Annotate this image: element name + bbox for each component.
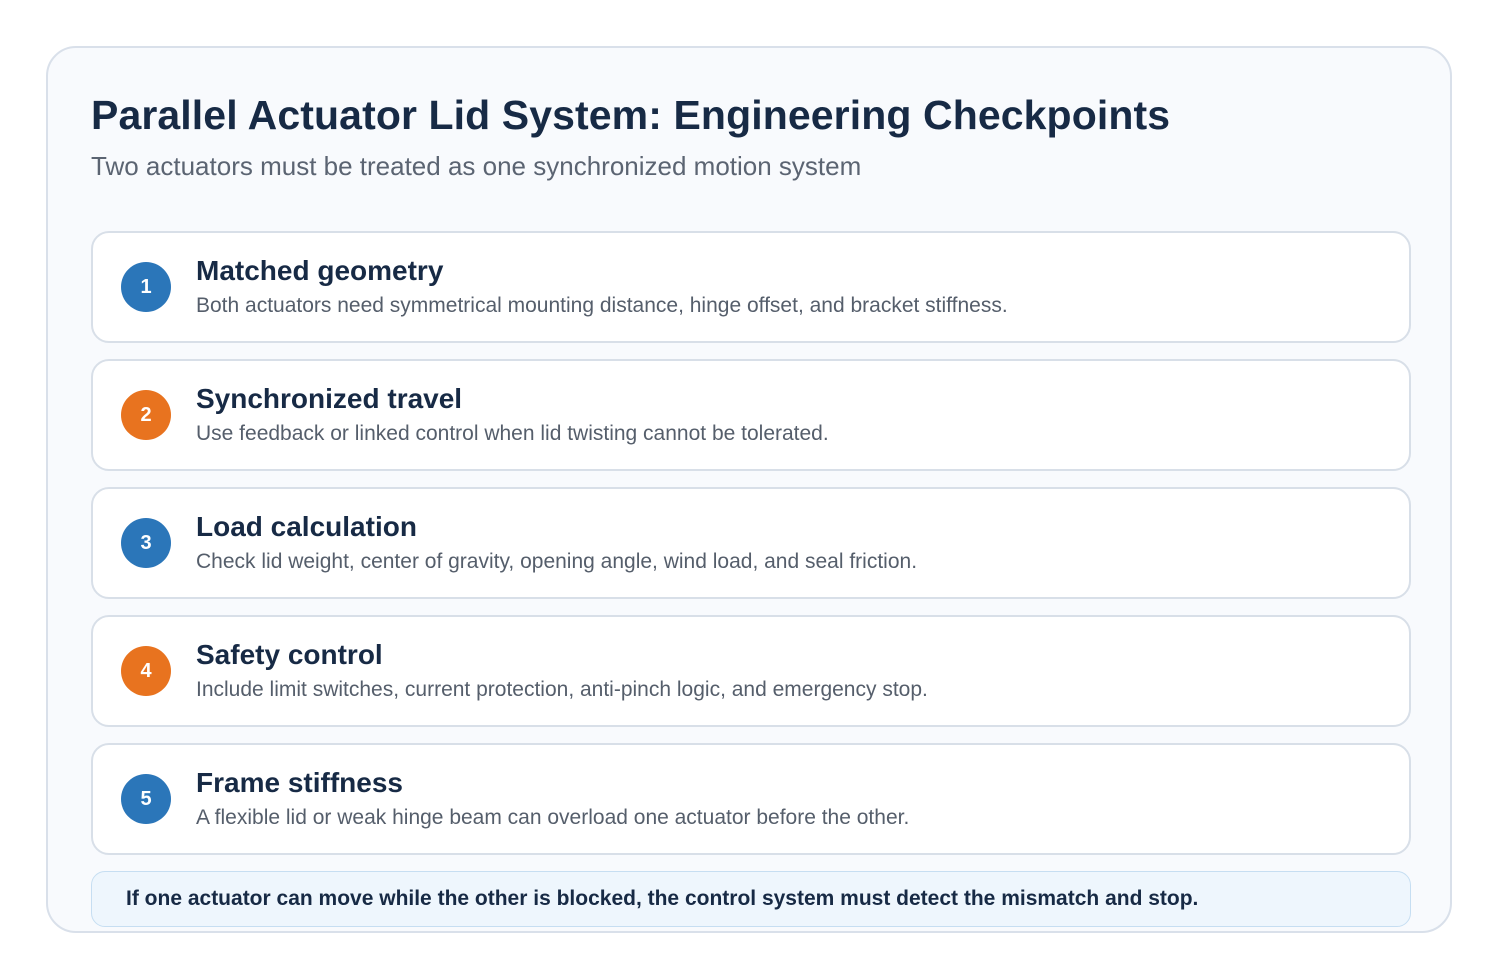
checkpoint-description: Check lid weight, center of gravity, opening angle, wind load, and seal friction. xyxy=(196,550,918,573)
warning-note-text: If one actuator can move while the other is blocked, the control system must detect the mismatch and stop. xyxy=(126,887,1199,910)
step-number-badge: 4 xyxy=(121,646,171,696)
checkpoint-item xyxy=(91,487,1411,599)
step-number-badge: 3 xyxy=(121,518,171,568)
checkpoint-item xyxy=(91,231,1411,343)
checkpoint-description: Use feedback or linked control when lid twisting cannot be tolerated. xyxy=(196,422,829,445)
checkpoints-card xyxy=(46,46,1452,933)
checkpoint-title: Matched geometry xyxy=(196,255,444,286)
checkpoint-item xyxy=(91,615,1411,727)
step-number-badge: 2 xyxy=(121,390,171,440)
checkpoint-list xyxy=(91,231,1411,871)
checkpoint-item xyxy=(91,743,1411,855)
page-title: Parallel Actuator Lid System: Engineering Checkpoints xyxy=(91,92,1171,138)
step-number-badge: 5 xyxy=(121,774,171,824)
checkpoint-item xyxy=(91,359,1411,471)
warning-note-box xyxy=(91,871,1411,927)
checkpoint-description: Both actuators need symmetrical mounting distance, hinge offset, and bracket stiffness. xyxy=(196,294,1008,317)
checkpoint-description: Include limit switches, current protection, anti-pinch logic, and emergency stop. xyxy=(196,678,928,701)
checkpoint-title: Synchronized travel xyxy=(196,383,463,414)
checkpoint-title: Load calculation xyxy=(196,511,417,542)
page-subtitle: Two actuators must be treated as one synchronized motion system xyxy=(91,151,862,181)
checkpoint-title: Frame stiffness xyxy=(196,767,403,798)
step-number-badge: 1 xyxy=(121,262,171,312)
checkpoint-description: A flexible lid or weak hinge beam can overload one actuator before the other. xyxy=(196,806,910,829)
checkpoint-title: Safety control xyxy=(196,639,383,670)
